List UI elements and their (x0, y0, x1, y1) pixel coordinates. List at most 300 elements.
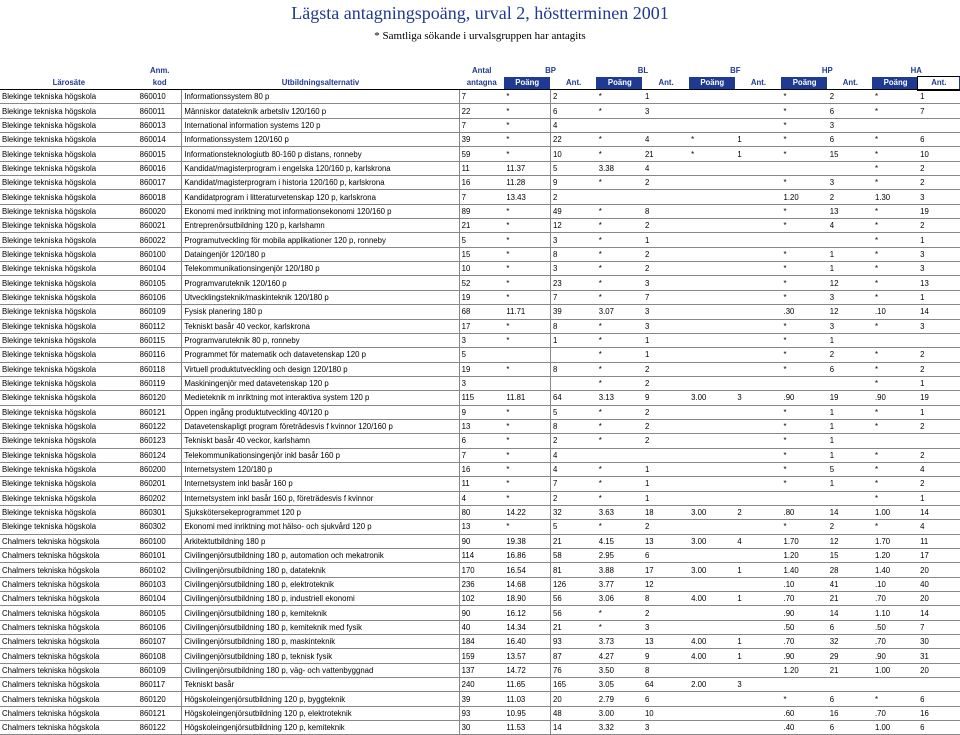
page-subtitle: * Samtliga sökande i urvalsgruppen har antagits (374, 30, 586, 42)
group-ha: HA (910, 66, 922, 75)
bf-poang-cell (689, 606, 735, 620)
larosate-cell: Blekinge tekniska högskola (0, 376, 138, 390)
ha-ant-cell: 40 (918, 577, 959, 591)
hp-poang-cell: * (782, 448, 828, 462)
bl-ant-cell: 1 (643, 491, 689, 505)
table-row (0, 118, 960, 132)
bf-ant-cell (735, 247, 781, 261)
anm-header-bottom: kod (138, 77, 182, 90)
utbildning-cell: Kandidat/magisterprogram i historia 120/160 p, karlskrona (182, 176, 459, 190)
ha-ant-cell: 2 (918, 448, 959, 462)
bf-ant-cell (735, 333, 781, 347)
bl-poang-cell: * (597, 176, 643, 190)
antal-cell: 13 (459, 419, 504, 433)
hp-poang-cell (782, 491, 828, 505)
table-row (0, 176, 960, 190)
hp-poang-cell: * (782, 362, 828, 376)
anm-kod-cell: 860106 (138, 290, 182, 304)
bp-poang-cell: * (504, 333, 550, 347)
bf-poang-cell (689, 348, 735, 362)
ha-poang-cell: * (873, 90, 918, 104)
bl-poang-cell: 3.63 (597, 505, 643, 519)
hp-ant-cell: 14 (828, 606, 873, 620)
bf-poang-cell (689, 663, 735, 677)
bl-poang-cell: 4.15 (597, 534, 643, 548)
bf-ant-cell (735, 176, 781, 190)
bp-ant-cell: 87 (551, 649, 597, 663)
bf-ant-cell (735, 290, 781, 304)
hp-ant-cell (828, 161, 873, 175)
bl-poang-cell: * (597, 434, 643, 448)
table-row (0, 491, 960, 505)
table-row (0, 706, 960, 720)
utbildning-cell: Sjukskötersekeprogrammet 120 p (182, 505, 459, 519)
bp-poang-cell: * (504, 233, 550, 247)
poang-header: Poäng (597, 77, 643, 90)
ha-poang-cell: * (873, 204, 918, 218)
bl-poang-cell: 3.77 (597, 577, 643, 591)
ha-poang-cell: * (873, 233, 918, 247)
bp-poang-cell: * (504, 118, 550, 132)
bl-poang-cell: * (597, 491, 643, 505)
ha-poang-cell: * (873, 462, 918, 476)
anm-kod-cell: 860105 (138, 276, 182, 290)
ant-header: Ant. (828, 77, 873, 90)
table-body (0, 90, 960, 735)
bf-poang-cell: 4.00 (689, 635, 735, 649)
table-row (0, 219, 960, 233)
utbildning-cell: Tekniskt basår 40 veckor, karlskrona (182, 319, 459, 333)
bp-ant-cell: 56 (551, 592, 597, 606)
hp-poang-cell: .40 (782, 721, 828, 735)
bp-poang-cell: * (504, 90, 550, 104)
ha-poang-cell: 1.00 (873, 721, 918, 735)
bl-poang-cell (597, 190, 643, 204)
ha-ant-cell: 1 (918, 290, 959, 304)
bf-ant-cell (735, 190, 781, 204)
ha-poang-cell: * (873, 692, 918, 706)
group-bl: BL (637, 66, 649, 75)
bl-ant-cell: 2 (643, 434, 689, 448)
antal-cell: 11 (459, 477, 504, 491)
bl-poang-cell: 3.88 (597, 563, 643, 577)
bl-ant-cell: 8 (643, 663, 689, 677)
bf-poang-cell (689, 204, 735, 218)
ha-poang-cell: * (873, 448, 918, 462)
hp-ant-cell: 13 (828, 204, 873, 218)
bp-poang-cell (504, 348, 550, 362)
bl-poang-cell: * (597, 462, 643, 476)
bl-ant-cell: 1 (643, 233, 689, 247)
hp-ant-cell: 14 (828, 505, 873, 519)
hp-ant-cell: 41 (828, 577, 873, 591)
antal-cell: 40 (459, 620, 504, 634)
bl-ant-cell: 1 (643, 462, 689, 476)
hp-ant-cell: 6 (828, 692, 873, 706)
larosate-cell: Chalmers tekniska högskola (0, 721, 138, 735)
bf-ant-cell: 1 (735, 147, 781, 161)
table-row (0, 649, 960, 663)
bp-poang-cell: * (504, 405, 550, 419)
utbildning-cell: Högskoleingenjörsutbildning 120 p, elektroteknik (182, 706, 459, 720)
bl-ant-cell: 3 (643, 620, 689, 634)
table-row (0, 333, 960, 347)
antal-cell: 115 (459, 391, 504, 405)
larosate-cell: Blekinge tekniska högskola (0, 290, 138, 304)
anm-kod-cell: 860107 (138, 635, 182, 649)
bl-ant-cell: 21 (643, 147, 689, 161)
bl-poang-cell: 3.73 (597, 635, 643, 649)
bf-poang-cell (689, 333, 735, 347)
hp-ant-cell (828, 491, 873, 505)
anm-kod-cell: 860104 (138, 262, 182, 276)
bp-poang-cell: * (504, 362, 550, 376)
bp-ant-cell: 7 (551, 290, 597, 304)
bf-ant-cell (735, 448, 781, 462)
antal-cell: 114 (459, 549, 504, 563)
bf-poang-cell: * (689, 133, 735, 147)
bp-ant-cell: 5 (551, 161, 597, 175)
anm-kod-cell: 860120 (138, 692, 182, 706)
bl-ant-cell: 2 (643, 376, 689, 390)
table-row (0, 233, 960, 247)
hp-ant-cell: 3 (828, 319, 873, 333)
bl-ant-cell (643, 448, 689, 462)
bp-poang-cell: * (504, 462, 550, 476)
antal-cell: 30 (459, 721, 504, 735)
antal-cell: 17 (459, 319, 504, 333)
poang-header: Poäng (689, 77, 735, 90)
hp-poang-cell: .80 (782, 505, 828, 519)
bf-poang-cell (689, 104, 735, 118)
ha-ant-cell: 20 (918, 592, 959, 606)
bf-ant-cell: 1 (735, 592, 781, 606)
bl-ant-cell: 1 (643, 333, 689, 347)
table-row (0, 549, 960, 563)
bf-poang-cell: 3.00 (689, 505, 735, 519)
hp-ant-cell (828, 233, 873, 247)
hp-poang-cell: * (782, 118, 828, 132)
bf-poang-cell: 3.00 (689, 563, 735, 577)
table-row (0, 448, 960, 462)
bp-ant-cell: 7 (551, 477, 597, 491)
ha-poang-cell: * (873, 247, 918, 261)
bl-ant-cell: 3 (643, 721, 689, 735)
bp-poang-cell: 11.71 (504, 305, 550, 319)
larosate-cell: Blekinge tekniska högskola (0, 333, 138, 347)
table-row (0, 477, 960, 491)
hp-ant-cell: 3 (828, 118, 873, 132)
utbildning-cell: Programvaruteknik 80 p, ronneby (182, 333, 459, 347)
antal-cell: 5 (459, 233, 504, 247)
anm-kod-cell: 860117 (138, 678, 182, 692)
ha-ant-cell: 4 (918, 520, 959, 534)
ha-poang-cell: * (873, 104, 918, 118)
anm-kod-cell: 860010 (138, 90, 182, 104)
ha-poang-cell: .90 (873, 649, 918, 663)
bp-poang-cell: 16.12 (504, 606, 550, 620)
anm-kod-cell: 860015 (138, 147, 182, 161)
antal-cell: 19 (459, 290, 504, 304)
table-row (0, 262, 960, 276)
table-row (0, 190, 960, 204)
bp-ant-cell: 93 (551, 635, 597, 649)
ha-poang-cell: .70 (873, 592, 918, 606)
bf-poang-cell (689, 721, 735, 735)
larosate-cell: Chalmers tekniska högskola (0, 620, 138, 634)
table-row (0, 635, 960, 649)
ha-poang-cell: 1.40 (873, 563, 918, 577)
bf-poang-cell: 3.00 (689, 391, 735, 405)
bp-poang-cell: 16.54 (504, 563, 550, 577)
hp-ant-cell: 21 (828, 592, 873, 606)
table-row (0, 462, 960, 476)
ha-ant-cell: 4 (918, 462, 959, 476)
hp-ant-cell: 2 (828, 348, 873, 362)
bl-ant-cell: 4 (643, 133, 689, 147)
bf-ant-cell (735, 376, 781, 390)
antal-header-bottom: antagna (459, 77, 504, 90)
antal-cell: 10 (459, 262, 504, 276)
table-row (0, 133, 960, 147)
ha-ant-cell: 11 (918, 534, 959, 548)
bf-poang-cell (689, 477, 735, 491)
utbildning-cell: Tekniskt basår (182, 678, 459, 692)
bf-poang-cell: 2.00 (689, 678, 735, 692)
hp-poang-cell: .70 (782, 635, 828, 649)
bf-poang-cell: 4.00 (689, 649, 735, 663)
bl-poang-cell: * (597, 319, 643, 333)
bl-poang-cell: * (597, 276, 643, 290)
bl-poang-cell: * (597, 348, 643, 362)
utbildning-cell: Högskoleingenjörsutbildning 120 p, byggteknik (182, 692, 459, 706)
bl-poang-cell: 2.95 (597, 549, 643, 563)
bl-ant-cell: 3 (643, 305, 689, 319)
utbildning-cell: Civilingenjörsutbildning 180 p, teknisk fysik (182, 649, 459, 663)
hp-ant-cell: 2 (828, 520, 873, 534)
bf-poang-cell (689, 90, 735, 104)
antal-cell: 93 (459, 706, 504, 720)
bp-ant-cell: 1 (551, 333, 597, 347)
anm-kod-cell: 860108 (138, 649, 182, 663)
bl-ant-cell: 3 (643, 319, 689, 333)
bp-ant-cell: 12 (551, 219, 597, 233)
bl-ant-cell: 6 (643, 692, 689, 706)
hp-ant-cell: 1 (828, 419, 873, 433)
bl-ant-cell: 2 (643, 606, 689, 620)
larosate-cell: Blekinge tekniska högskola (0, 448, 138, 462)
group-bf: BF (730, 66, 741, 75)
ha-ant-cell: 1 (918, 376, 959, 390)
ha-poang-cell: .10 (873, 577, 918, 591)
bl-poang-cell: * (597, 477, 643, 491)
larosate-cell: Blekinge tekniska högskola (0, 247, 138, 261)
bf-poang-cell (689, 620, 735, 634)
ha-ant-cell: 30 (918, 635, 959, 649)
bp-poang-cell: * (504, 434, 550, 448)
bp-ant-cell: 4 (551, 118, 597, 132)
hp-ant-cell: 1 (828, 477, 873, 491)
anm-kod-cell: 860115 (138, 333, 182, 347)
utbildning-cell: Civilingenjörsutbildning 180 p, datateknik (182, 563, 459, 577)
bf-ant-cell (735, 721, 781, 735)
hp-poang-cell: * (782, 247, 828, 261)
anm-kod-cell: 860302 (138, 520, 182, 534)
utbildning-cell: Telekommunikationsingenjör 120/180 p (182, 262, 459, 276)
hp-ant-cell: 3 (828, 290, 873, 304)
bl-ant-cell: 1 (643, 348, 689, 362)
table-row (0, 434, 960, 448)
utbildning-cell: Internetsystem inkl basår 160 p, företrädesvis f kvinnor (182, 491, 459, 505)
antal-cell: 7 (459, 190, 504, 204)
hp-poang-cell: .30 (782, 305, 828, 319)
table-row (0, 721, 960, 735)
bp-ant-cell: 4 (551, 462, 597, 476)
bl-poang-cell: 3.00 (597, 706, 643, 720)
hp-poang-cell: * (782, 104, 828, 118)
ha-ant-cell: 2 (918, 161, 959, 175)
anm-kod-cell: 860105 (138, 606, 182, 620)
bf-poang-cell (689, 448, 735, 462)
utbildning-cell: Informationssystem 80 p (182, 90, 459, 104)
bp-ant-cell: 2 (551, 190, 597, 204)
utbildning-cell: Tekniskt basår 40 veckor, karlshamn (182, 434, 459, 448)
bf-ant-cell (735, 549, 781, 563)
utbildning-cell: Ekonomi med inriktning mot informationsekonomi 120/160 p (182, 204, 459, 218)
bf-ant-cell (735, 606, 781, 620)
bf-ant-cell (735, 477, 781, 491)
antal-cell: 52 (459, 276, 504, 290)
ha-poang-cell: * (873, 133, 918, 147)
hp-ant-cell: 3 (828, 176, 873, 190)
anm-kod-cell: 860120 (138, 391, 182, 405)
bf-ant-cell (735, 262, 781, 276)
bl-poang-cell: * (597, 333, 643, 347)
ha-ant-cell: 20 (918, 563, 959, 577)
bf-ant-cell (735, 305, 781, 319)
ha-poang-cell: * (873, 376, 918, 390)
bp-ant-cell: 3 (551, 262, 597, 276)
ha-ant-cell (918, 333, 959, 347)
larosate-cell: Chalmers tekniska högskola (0, 563, 138, 577)
hp-ant-cell: 29 (828, 649, 873, 663)
anm-kod-cell: 860102 (138, 563, 182, 577)
hp-ant-cell: 12 (828, 305, 873, 319)
antal-cell: 22 (459, 104, 504, 118)
bl-poang-cell: * (597, 219, 643, 233)
hp-poang-cell: * (782, 276, 828, 290)
utbildning-cell: Dataingenjör 120/180 p (182, 247, 459, 261)
larosate-cell: Chalmers tekniska högskola (0, 635, 138, 649)
bp-ant-cell: 3 (551, 233, 597, 247)
bf-ant-cell (735, 419, 781, 433)
bp-poang-cell: * (504, 477, 550, 491)
ha-ant-cell (918, 118, 959, 132)
bf-poang-cell (689, 706, 735, 720)
bf-ant-cell (735, 434, 781, 448)
hp-poang-cell (782, 233, 828, 247)
larosate-cell: Blekinge tekniska högskola (0, 118, 138, 132)
bl-ant-cell: 10 (643, 706, 689, 720)
anm-kod-cell: 860119 (138, 376, 182, 390)
ha-ant-cell (918, 434, 959, 448)
larosate-cell: Blekinge tekniska högskola (0, 233, 138, 247)
hp-ant-cell: 12 (828, 534, 873, 548)
bl-ant-cell: 8 (643, 592, 689, 606)
larosate-cell: Chalmers tekniska högskola (0, 549, 138, 563)
ha-poang-cell (873, 333, 918, 347)
hp-poang-cell: * (782, 90, 828, 104)
bp-poang-cell: 11.03 (504, 692, 550, 706)
anm-kod-cell: 860301 (138, 505, 182, 519)
hp-ant-cell: 1 (828, 262, 873, 276)
bl-poang-cell: * (597, 204, 643, 218)
antal-cell: 6 (459, 434, 504, 448)
hp-poang-cell: * (782, 692, 828, 706)
group-hp: HP (821, 66, 833, 75)
hp-ant-cell: 19 (828, 391, 873, 405)
larosate-cell: Chalmers tekniska högskola (0, 606, 138, 620)
bp-poang-cell: * (504, 219, 550, 233)
hp-poang-cell: 1.20 (782, 190, 828, 204)
utbildning-cell: Fysisk planering 180 p (182, 305, 459, 319)
bf-ant-cell (735, 577, 781, 591)
bf-ant-cell (735, 706, 781, 720)
bp-poang-cell: 14.22 (504, 505, 550, 519)
ha-poang-cell: 1.00 (873, 663, 918, 677)
table-row (0, 319, 960, 333)
ha-poang-cell: * (873, 419, 918, 433)
table-row (0, 419, 960, 433)
utbildning-cell: Civilingenjörsutbildning 180 p, maskinteknik (182, 635, 459, 649)
table-row (0, 577, 960, 591)
bl-ant-cell: 9 (643, 649, 689, 663)
poang-header: Poäng (782, 77, 828, 90)
hp-ant-cell: 2 (828, 190, 873, 204)
bl-poang-cell: 3.06 (597, 592, 643, 606)
larosate-cell: Chalmers tekniska högskola (0, 534, 138, 548)
bf-ant-cell (735, 219, 781, 233)
table-row (0, 663, 960, 677)
hp-ant-cell: 6 (828, 133, 873, 147)
bf-ant-cell: 2 (735, 505, 781, 519)
bf-ant-cell: 1 (735, 635, 781, 649)
ha-poang-cell: * (873, 319, 918, 333)
antal-cell: 15 (459, 247, 504, 261)
bp-poang-cell: 11.53 (504, 721, 550, 735)
hp-ant-cell: 1 (828, 448, 873, 462)
bf-ant-cell: 3 (735, 391, 781, 405)
ha-ant-cell: 2 (918, 477, 959, 491)
antal-cell: 80 (459, 505, 504, 519)
bp-ant-cell: 8 (551, 319, 597, 333)
antal-cell: 3 (459, 376, 504, 390)
ant-header: Ant. (643, 77, 689, 90)
bl-ant-cell: 2 (643, 219, 689, 233)
ha-poang-cell: 1.10 (873, 606, 918, 620)
bl-poang-cell: 3.32 (597, 721, 643, 735)
utbildning-cell: Maskiningenjör med datavetenskap 120 p (182, 376, 459, 390)
bp-ant-cell: 6 (551, 104, 597, 118)
bp-poang-cell: 14.72 (504, 663, 550, 677)
bp-poang-cell: * (504, 448, 550, 462)
hp-poang-cell: .90 (782, 606, 828, 620)
bf-ant-cell: 4 (735, 534, 781, 548)
bp-ant-cell: 8 (551, 362, 597, 376)
bl-poang-cell: * (597, 362, 643, 376)
larosate-cell: Blekinge tekniska högskola (0, 262, 138, 276)
utbildning-cell: Kandidat/magisterprogram i engelska 120/160 p, karlskrona (182, 161, 459, 175)
